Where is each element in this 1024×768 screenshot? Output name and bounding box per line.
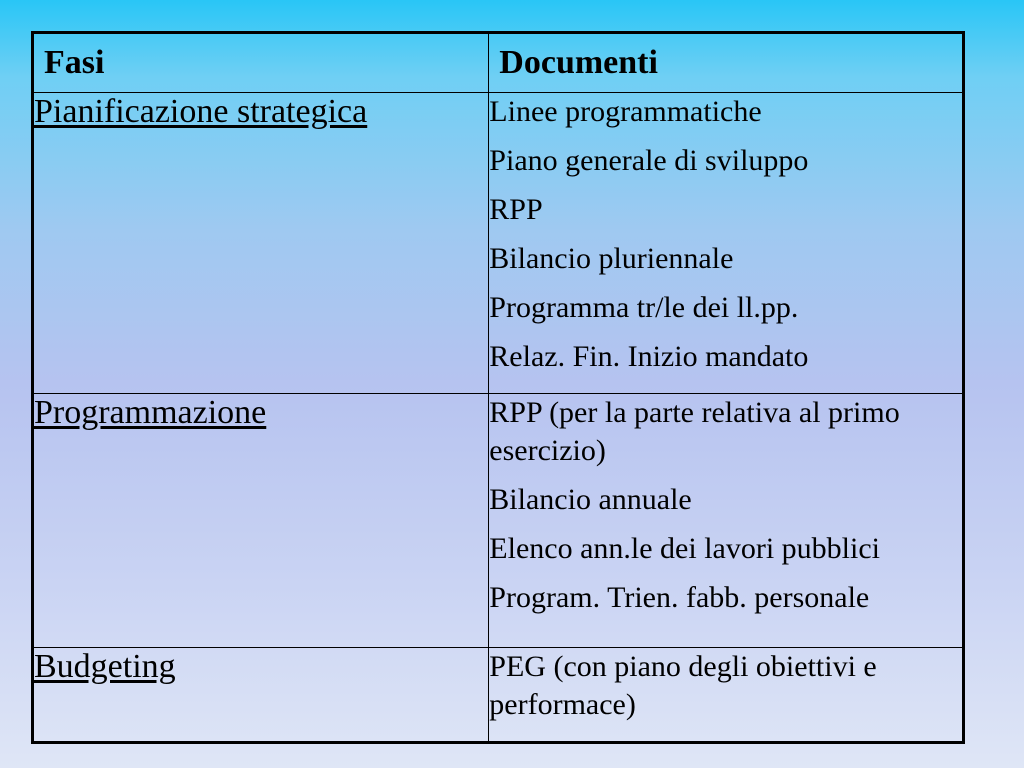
- documenti-cell: [489, 648, 964, 743]
- document-item: Elenco ann.le dei lavori pubblici: [489, 532, 880, 565]
- header-documenti: Documenti: [489, 33, 964, 93]
- document-item: Relaz. Fin. Inizio mandato: [489, 340, 809, 373]
- fase-cell: [33, 93, 489, 394]
- header-fasi: Fasi: [33, 33, 489, 93]
- document-item: Bilancio annuale: [489, 483, 692, 516]
- document-item: Programma tr/le dei ll.pp.: [489, 291, 799, 324]
- document-item: RPP (per la parte relativa al primo esercizio): [489, 396, 900, 467]
- fase-link-budgeting[interactable]: Budgeting: [34, 648, 176, 685]
- document-item: Linee programmatiche: [489, 95, 762, 128]
- table-header-row: [33, 33, 964, 93]
- document-item: Bilancio pluriennale: [489, 242, 734, 275]
- fase-link-programmazione[interactable]: Programmazione: [34, 394, 267, 431]
- documenti-cell: [489, 93, 964, 394]
- table-row: [33, 394, 964, 648]
- table-row: [33, 93, 964, 394]
- fase-cell: [33, 648, 489, 743]
- documenti-cell: [489, 394, 964, 648]
- document-item: RPP: [489, 193, 543, 226]
- phases-documents-table: [31, 31, 965, 744]
- table-row: [33, 648, 964, 743]
- document-item: PEG (con piano degli obiettivi e performace): [489, 650, 877, 721]
- fase-cell: [33, 394, 489, 648]
- document-item: Program. Trien. fabb. personale: [489, 581, 870, 614]
- document-item: Piano generale di sviluppo: [489, 144, 809, 177]
- fase-link-pianificazione-strategica[interactable]: Pianificazione strategica: [34, 93, 368, 130]
